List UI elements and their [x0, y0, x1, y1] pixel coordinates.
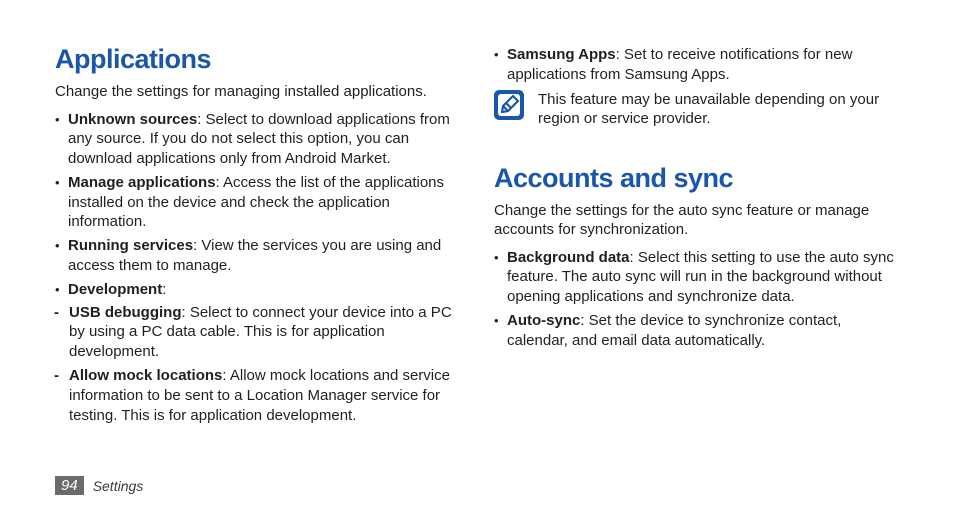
development-list [42, 303, 460, 426]
accounts-title: Accounts and sync [494, 162, 734, 193]
samsung-apps-list [494, 45, 904, 85]
applications-list [55, 110, 460, 300]
list-item: • Background data: Select this setting to use the auto sync feature. The auto sync will run in the background without opening applications and synchronize data. [494, 248, 904, 307]
list-item: - Allow mock locations: Allow mock locations and service information to be sent to a Location Manager service for testing. This is for application development. [42, 366, 460, 425]
list-item: • Manage applications: Access the list of the applications installed on the device and check the application information. [55, 173, 460, 232]
section-name: Settings [92, 477, 144, 494]
list-item: - USB debugging: Select to connect your device into a PC by using a PC data cable. This is for application development. [42, 303, 460, 362]
note-box [494, 90, 904, 129]
list-item: • Running services: View the services you are using and access them to manage. [55, 236, 460, 276]
list-item: • Development: [55, 280, 460, 300]
list-item: • Samsung Apps: Set to receive notifications for new applications from Samsung Apps. [494, 45, 904, 85]
list-item: • Auto-sync: Set the device to synchronize contact, calendar, and email data automatically. [494, 311, 904, 351]
applications-title: Applications [55, 44, 212, 74]
page-number: 94 [55, 476, 84, 495]
page-footer [55, 476, 143, 495]
applications-intro: Change the settings for managing installed applications. [55, 83, 427, 100]
left-column [55, 0, 460, 425]
note-pencil-icon [494, 90, 524, 120]
note-text: This feature may be unavailable depending on your region or service provider. [538, 90, 880, 128]
right-column [494, 0, 904, 351]
accounts-intro: Change the settings for the auto sync feature or manage accounts for synchronization. [494, 201, 870, 239]
list-item: • Unknown sources: Select to download applications from any source. If you do not select this option, you can download applications only from Android Market. [55, 110, 460, 169]
accounts-list [494, 248, 904, 351]
